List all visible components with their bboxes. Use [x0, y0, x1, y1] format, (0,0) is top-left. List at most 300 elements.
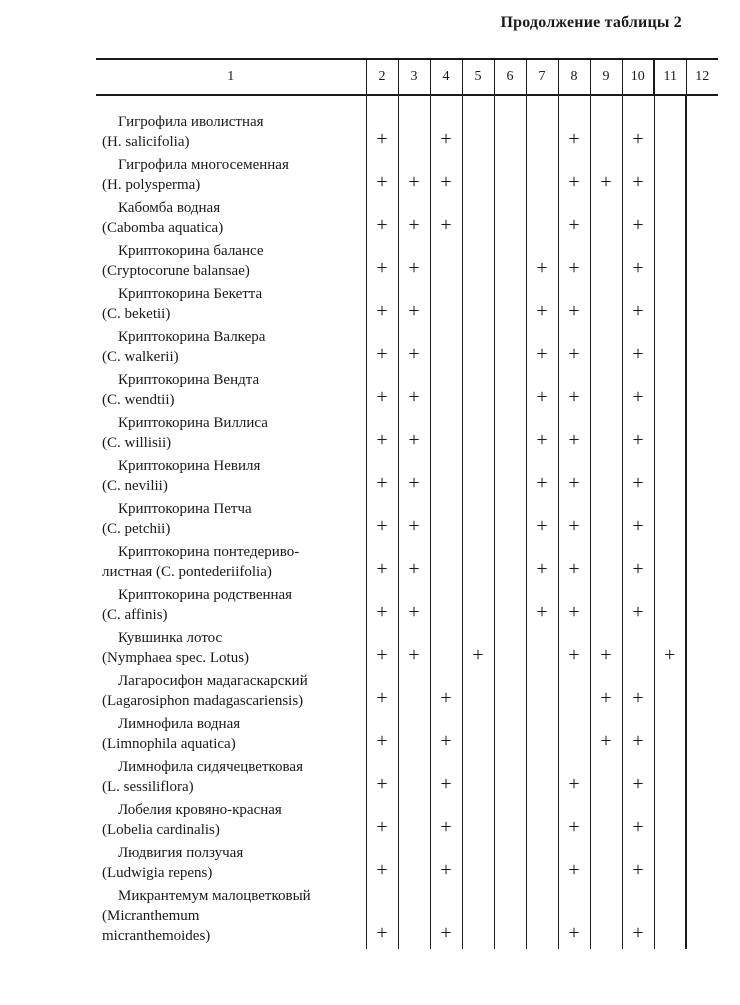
mark-cell-col-8: +	[558, 112, 590, 155]
mark-cell-col-6	[494, 800, 526, 843]
mark-cell-col-3: +	[398, 628, 430, 671]
mark-cell-col-5	[462, 198, 494, 241]
mark-cell-col-12	[686, 413, 718, 456]
mark-cell-col-2: +	[366, 886, 398, 949]
mark-cell-col-11	[654, 155, 686, 198]
mark-cell-col-12	[686, 757, 718, 800]
mark-cell-col-9	[590, 585, 622, 628]
mark-cell-col-11	[654, 843, 686, 886]
mark-cell-col-10: +	[622, 714, 654, 757]
table-row	[96, 155, 718, 198]
mark-cell-col-6	[494, 413, 526, 456]
mark-cell-col-12	[686, 198, 718, 241]
mark-cell-col-10: +	[622, 671, 654, 714]
mark-cell-col-10: +	[622, 499, 654, 542]
plant-name-latin: (Cabomba aquatica)	[102, 220, 224, 236]
mark-cell-col-8	[558, 671, 590, 714]
mark-cell-col-3	[398, 757, 430, 800]
table-caption: Продолжение таблицы 2	[500, 14, 682, 31]
table-row	[96, 542, 718, 585]
mark-cell-col-9: +	[590, 714, 622, 757]
plant-name-ru: Людвигия ползучая	[118, 845, 244, 861]
mark-cell-col-12	[686, 800, 718, 843]
mark-cell-col-3	[398, 886, 430, 949]
plant-name-latin: (C. petchii)	[102, 521, 171, 537]
mark-cell-col-2: +	[366, 542, 398, 585]
plant-name-ru: Лобелия кровяно-красная	[118, 802, 282, 818]
mark-cell-col-12	[686, 370, 718, 413]
plant-name-ru: Гигрофила многосеменная	[118, 157, 289, 173]
mark-cell-col-3: +	[398, 155, 430, 198]
plant-name-cell	[96, 456, 366, 499]
mark-cell-col-10: +	[622, 585, 654, 628]
plant-name-latin: (H. salicifolia)	[102, 134, 190, 150]
mark-cell-col-3: +	[398, 370, 430, 413]
plant-name-latin: (C. willisii)	[102, 435, 172, 451]
mark-cell-col-8: +	[558, 499, 590, 542]
plant-name-ru: Кувшинка лотос	[118, 630, 223, 646]
mark-cell-col-10: +	[622, 327, 654, 370]
mark-cell-col-11	[654, 284, 686, 327]
mark-cell-col-11	[654, 370, 686, 413]
mark-cell-col-9	[590, 413, 622, 456]
plant-name-ru: Кабомба водная	[118, 200, 221, 216]
mark-cell-col-2: +	[366, 284, 398, 327]
mark-cell-col-3: +	[398, 499, 430, 542]
table-row	[96, 757, 718, 800]
plant-name-cell	[96, 499, 366, 542]
mark-cell-col-6	[494, 198, 526, 241]
plant-name-ru: Криптокорина балансе	[118, 243, 264, 259]
mark-cell-col-12	[686, 628, 718, 671]
mark-cell-col-12	[686, 886, 718, 949]
mark-cell-col-6	[494, 112, 526, 155]
mark-cell-col-5	[462, 499, 494, 542]
mark-cell-col-12	[686, 714, 718, 757]
mark-cell-col-11	[654, 671, 686, 714]
mark-cell-col-7: +	[526, 585, 558, 628]
mark-cell-col-10: +	[622, 155, 654, 198]
mark-cell-col-6	[494, 542, 526, 585]
column-header: 2	[366, 59, 398, 95]
mark-cell-col-11	[654, 714, 686, 757]
mark-cell-col-9	[590, 456, 622, 499]
plant-name-latin: (H. polysperma)	[102, 177, 201, 193]
plant-name-ru: Лимнофила водная	[118, 716, 241, 732]
mark-cell-col-9: +	[590, 155, 622, 198]
mark-cell-col-5	[462, 413, 494, 456]
mark-cell-col-4: +	[430, 671, 462, 714]
mark-cell-col-6	[494, 499, 526, 542]
mark-cell-col-12	[686, 671, 718, 714]
mark-cell-col-10: +	[622, 284, 654, 327]
mark-cell-col-5: +	[462, 628, 494, 671]
mark-cell-col-9	[590, 112, 622, 155]
mark-cell-col-2: +	[366, 671, 398, 714]
plant-name-latin: (C. affinis)	[102, 607, 168, 623]
plant-name-ru: Криптокорина Невиля	[118, 458, 261, 474]
column-header: 1	[96, 59, 366, 95]
plant-name-latin: (Cryptocorune balansae)	[102, 263, 250, 279]
plant-name-cell	[96, 671, 366, 714]
mark-cell-col-5	[462, 542, 494, 585]
mark-cell-col-7	[526, 843, 558, 886]
mark-cell-col-9: +	[590, 671, 622, 714]
mark-cell-col-6	[494, 757, 526, 800]
mark-cell-col-6	[494, 370, 526, 413]
mark-cell-col-3	[398, 714, 430, 757]
table-row	[96, 671, 718, 714]
plant-name-cell	[96, 155, 366, 198]
mark-cell-col-12	[686, 456, 718, 499]
mark-cell-col-7	[526, 628, 558, 671]
mark-cell-col-9	[590, 843, 622, 886]
mark-cell-col-2: +	[366, 456, 398, 499]
mark-cell-col-4	[430, 628, 462, 671]
mark-cell-col-5	[462, 155, 494, 198]
mark-cell-col-8: +	[558, 542, 590, 585]
mark-cell-col-5	[462, 327, 494, 370]
mark-cell-col-10: +	[622, 370, 654, 413]
plant-name-latin: micranthemoides)	[102, 928, 211, 944]
mark-cell-col-12	[686, 542, 718, 585]
mark-cell-col-8: +	[558, 800, 590, 843]
mark-cell-col-11	[654, 886, 686, 949]
mark-cell-col-6	[494, 284, 526, 327]
mark-cell-col-2: +	[366, 198, 398, 241]
plant-name-ru: Криптокорина Валкера	[118, 329, 266, 345]
mark-cell-col-4	[430, 241, 462, 284]
mark-cell-col-9	[590, 499, 622, 542]
column-header: 8	[558, 59, 590, 95]
column-header: 9	[590, 59, 622, 95]
plant-name-latin: (C. walkerii)	[102, 349, 179, 365]
mark-cell-col-4	[430, 413, 462, 456]
table-row	[96, 284, 718, 327]
plant-name-cell	[96, 370, 366, 413]
plant-name-latin: (Micranthemum	[102, 908, 200, 924]
mark-cell-col-11	[654, 757, 686, 800]
mark-cell-col-12	[686, 284, 718, 327]
column-header: 7	[526, 59, 558, 95]
mark-cell-col-9	[590, 198, 622, 241]
column-header: 6	[494, 59, 526, 95]
mark-cell-col-7	[526, 800, 558, 843]
mark-cell-col-7: +	[526, 413, 558, 456]
plant-name-cell	[96, 886, 366, 949]
mark-cell-col-9	[590, 757, 622, 800]
mark-cell-col-10: +	[622, 413, 654, 456]
mark-cell-col-2: +	[366, 628, 398, 671]
mark-cell-col-10: +	[622, 757, 654, 800]
mark-cell-col-8: +	[558, 757, 590, 800]
mark-cell-col-3: +	[398, 413, 430, 456]
mark-cell-col-10: +	[622, 843, 654, 886]
plant-name-cell	[96, 327, 366, 370]
mark-cell-col-9	[590, 370, 622, 413]
column-header: 10	[622, 59, 654, 95]
plant-name-ru: Криптокорина Бекетта	[118, 286, 263, 302]
plant-name-ru: Криптокорина Виллиса	[118, 415, 268, 431]
mark-cell-col-4: +	[430, 112, 462, 155]
mark-cell-col-2: +	[366, 413, 398, 456]
table-row	[96, 241, 718, 284]
mark-cell-col-7: +	[526, 499, 558, 542]
mark-cell-col-2: +	[366, 757, 398, 800]
plant-name-latin: (C. beketii)	[102, 306, 171, 322]
mark-cell-col-4: +	[430, 886, 462, 949]
mark-cell-col-3: +	[398, 198, 430, 241]
mark-cell-col-7	[526, 714, 558, 757]
table-row	[96, 843, 718, 886]
column-header: 3	[398, 59, 430, 95]
table-row	[96, 886, 718, 949]
mark-cell-col-4: +	[430, 757, 462, 800]
mark-cell-col-7	[526, 671, 558, 714]
plant-name-latin: (Lobelia cardinalis)	[102, 822, 220, 838]
column-header: 5	[462, 59, 494, 95]
plant-name-cell	[96, 413, 366, 456]
plant-name-ru: Криптокорина Петча	[118, 501, 252, 517]
mark-cell-col-11	[654, 800, 686, 843]
mark-cell-col-7	[526, 155, 558, 198]
mark-cell-col-5	[462, 456, 494, 499]
mark-cell-col-5	[462, 241, 494, 284]
mark-cell-col-8: +	[558, 198, 590, 241]
table-row	[96, 198, 718, 241]
mark-cell-col-8: +	[558, 456, 590, 499]
header-row	[96, 59, 718, 95]
mark-cell-col-8: +	[558, 327, 590, 370]
mark-cell-col-5	[462, 714, 494, 757]
mark-cell-col-2: +	[366, 370, 398, 413]
mark-cell-col-8	[558, 714, 590, 757]
mark-cell-col-5	[462, 370, 494, 413]
mark-cell-col-2: +	[366, 800, 398, 843]
mark-cell-col-4	[430, 499, 462, 542]
mark-cell-col-5	[462, 757, 494, 800]
mark-cell-col-7: +	[526, 241, 558, 284]
mark-cell-col-3: +	[398, 327, 430, 370]
plant-name-cell	[96, 241, 366, 284]
plant-name-cell	[96, 112, 366, 155]
mark-cell-col-5	[462, 800, 494, 843]
mark-cell-col-2: +	[366, 327, 398, 370]
mark-cell-col-3: +	[398, 542, 430, 585]
mark-cell-col-3: +	[398, 284, 430, 327]
plant-name-latin: (Nymphaea spec. Lotus)	[102, 650, 250, 666]
mark-cell-col-11	[654, 198, 686, 241]
mark-cell-col-10: +	[622, 112, 654, 155]
mark-cell-col-7: +	[526, 284, 558, 327]
mark-cell-col-5	[462, 112, 494, 155]
mark-cell-col-3	[398, 800, 430, 843]
mark-cell-col-2: +	[366, 714, 398, 757]
mark-cell-col-2: +	[366, 112, 398, 155]
mark-cell-col-8: +	[558, 886, 590, 949]
mark-cell-col-6	[494, 843, 526, 886]
table-row	[96, 327, 718, 370]
mark-cell-col-6	[494, 241, 526, 284]
mark-cell-col-5	[462, 886, 494, 949]
mark-cell-col-11: +	[654, 628, 686, 671]
mark-cell-col-2: +	[366, 843, 398, 886]
mark-cell-col-10: +	[622, 542, 654, 585]
mark-cell-col-6	[494, 671, 526, 714]
mark-cell-col-6	[494, 327, 526, 370]
mark-cell-col-11	[654, 499, 686, 542]
mark-cell-col-12	[686, 155, 718, 198]
mark-cell-col-2: +	[366, 155, 398, 198]
mark-cell-col-6	[494, 886, 526, 949]
plant-name-ru: Криптокорина родственная	[118, 587, 293, 603]
plant-name-ru: Криптокорина Вендта	[118, 372, 260, 388]
mark-cell-col-7	[526, 757, 558, 800]
mark-cell-col-2: +	[366, 499, 398, 542]
mark-cell-col-12	[686, 112, 718, 155]
plant-name-cell	[96, 800, 366, 843]
mark-cell-col-4	[430, 370, 462, 413]
mark-cell-col-11	[654, 413, 686, 456]
mark-cell-col-6	[494, 456, 526, 499]
mark-cell-col-10	[622, 628, 654, 671]
plant-table	[96, 58, 718, 949]
plant-name-latin: (Limnophila aquatica)	[102, 736, 236, 752]
mark-cell-col-3: +	[398, 456, 430, 499]
mark-cell-col-6	[494, 585, 526, 628]
mark-cell-col-4: +	[430, 843, 462, 886]
mark-cell-col-7: +	[526, 327, 558, 370]
plant-name-latin: (C. nevilii)	[102, 478, 168, 494]
column-header: 12	[686, 59, 718, 95]
mark-cell-col-7: +	[526, 370, 558, 413]
mark-cell-col-12	[686, 843, 718, 886]
mark-cell-col-3	[398, 843, 430, 886]
table-row	[96, 714, 718, 757]
mark-cell-col-7	[526, 112, 558, 155]
mark-cell-col-2: +	[366, 241, 398, 284]
mark-cell-col-5	[462, 585, 494, 628]
plant-name-cell	[96, 198, 366, 241]
mark-cell-col-8: +	[558, 628, 590, 671]
plant-name-cell	[96, 628, 366, 671]
mark-cell-col-5	[462, 671, 494, 714]
mark-cell-col-4	[430, 284, 462, 327]
mark-cell-col-2: +	[366, 585, 398, 628]
mark-cell-col-8: +	[558, 155, 590, 198]
table-row	[96, 112, 718, 155]
column-header: 11	[654, 59, 686, 95]
mark-cell-col-5	[462, 284, 494, 327]
mark-cell-col-12	[686, 327, 718, 370]
plant-name-ru: Криптокорина понтедериво-	[118, 544, 300, 560]
plant-name-latin: (L. sessiliflora)	[102, 779, 194, 795]
mark-cell-col-12	[686, 499, 718, 542]
plant-name-ru: Лимнофила сидячецветковая	[118, 759, 303, 775]
mark-cell-col-4	[430, 542, 462, 585]
mark-cell-col-9	[590, 284, 622, 327]
mark-cell-col-11	[654, 456, 686, 499]
mark-cell-col-6	[494, 155, 526, 198]
mark-cell-col-8: +	[558, 843, 590, 886]
mark-cell-col-7: +	[526, 456, 558, 499]
table-row	[96, 585, 718, 628]
table-row	[96, 370, 718, 413]
table-row	[96, 499, 718, 542]
mark-cell-col-4	[430, 327, 462, 370]
mark-cell-col-7	[526, 198, 558, 241]
plant-name-cell	[96, 843, 366, 886]
mark-cell-col-11	[654, 241, 686, 284]
plant-name-latin: (Ludwigia repens)	[102, 865, 213, 881]
mark-cell-col-4: +	[430, 800, 462, 843]
plant-name-cell	[96, 757, 366, 800]
plant-name-cell	[96, 714, 366, 757]
mark-cell-col-11	[654, 585, 686, 628]
mark-cell-col-3	[398, 112, 430, 155]
table-row	[96, 413, 718, 456]
mark-cell-col-9	[590, 327, 622, 370]
column-header: 4	[430, 59, 462, 95]
table-row	[96, 800, 718, 843]
mark-cell-col-10: +	[622, 886, 654, 949]
mark-cell-col-7: +	[526, 542, 558, 585]
mark-cell-col-4: +	[430, 155, 462, 198]
mark-cell-col-7	[526, 886, 558, 949]
mark-cell-col-5	[462, 843, 494, 886]
mark-cell-col-4	[430, 456, 462, 499]
mark-cell-col-12	[686, 241, 718, 284]
plant-name-latin: (C. wendtii)	[102, 392, 175, 408]
plant-name-latin: листная (C. pontederiifolia)	[102, 564, 272, 580]
mark-cell-col-11	[654, 327, 686, 370]
mark-cell-col-10: +	[622, 198, 654, 241]
table-body	[96, 95, 718, 949]
mark-cell-col-4: +	[430, 714, 462, 757]
plant-name-cell	[96, 585, 366, 628]
mark-cell-col-10: +	[622, 241, 654, 284]
table-row	[96, 628, 718, 671]
mark-cell-col-8: +	[558, 585, 590, 628]
mark-cell-col-4: +	[430, 198, 462, 241]
mark-cell-col-8: +	[558, 370, 590, 413]
table-row	[96, 456, 718, 499]
mark-cell-col-12	[686, 585, 718, 628]
mark-cell-col-6	[494, 628, 526, 671]
mark-cell-col-6	[494, 714, 526, 757]
mark-cell-col-8: +	[558, 284, 590, 327]
mark-cell-col-8: +	[558, 241, 590, 284]
mark-cell-col-3: +	[398, 241, 430, 284]
mark-cell-col-9	[590, 886, 622, 949]
mark-cell-col-3: +	[398, 585, 430, 628]
plant-name-ru: Гигрофила иволистная	[118, 114, 264, 130]
plant-name-cell	[96, 542, 366, 585]
mark-cell-col-8: +	[558, 413, 590, 456]
mark-cell-col-9	[590, 800, 622, 843]
mark-cell-col-9	[590, 542, 622, 585]
mark-cell-col-4	[430, 585, 462, 628]
mark-cell-col-10: +	[622, 456, 654, 499]
mark-cell-col-11	[654, 112, 686, 155]
mark-cell-col-9	[590, 241, 622, 284]
mark-cell-col-11	[654, 542, 686, 585]
plant-name-ru: Лагаросифон мадагаскарский	[118, 673, 308, 689]
mark-cell-col-3	[398, 671, 430, 714]
mark-cell-col-10: +	[622, 800, 654, 843]
plant-name-ru: Микрантемум малоцветковый	[118, 888, 311, 904]
plant-name-cell	[96, 284, 366, 327]
